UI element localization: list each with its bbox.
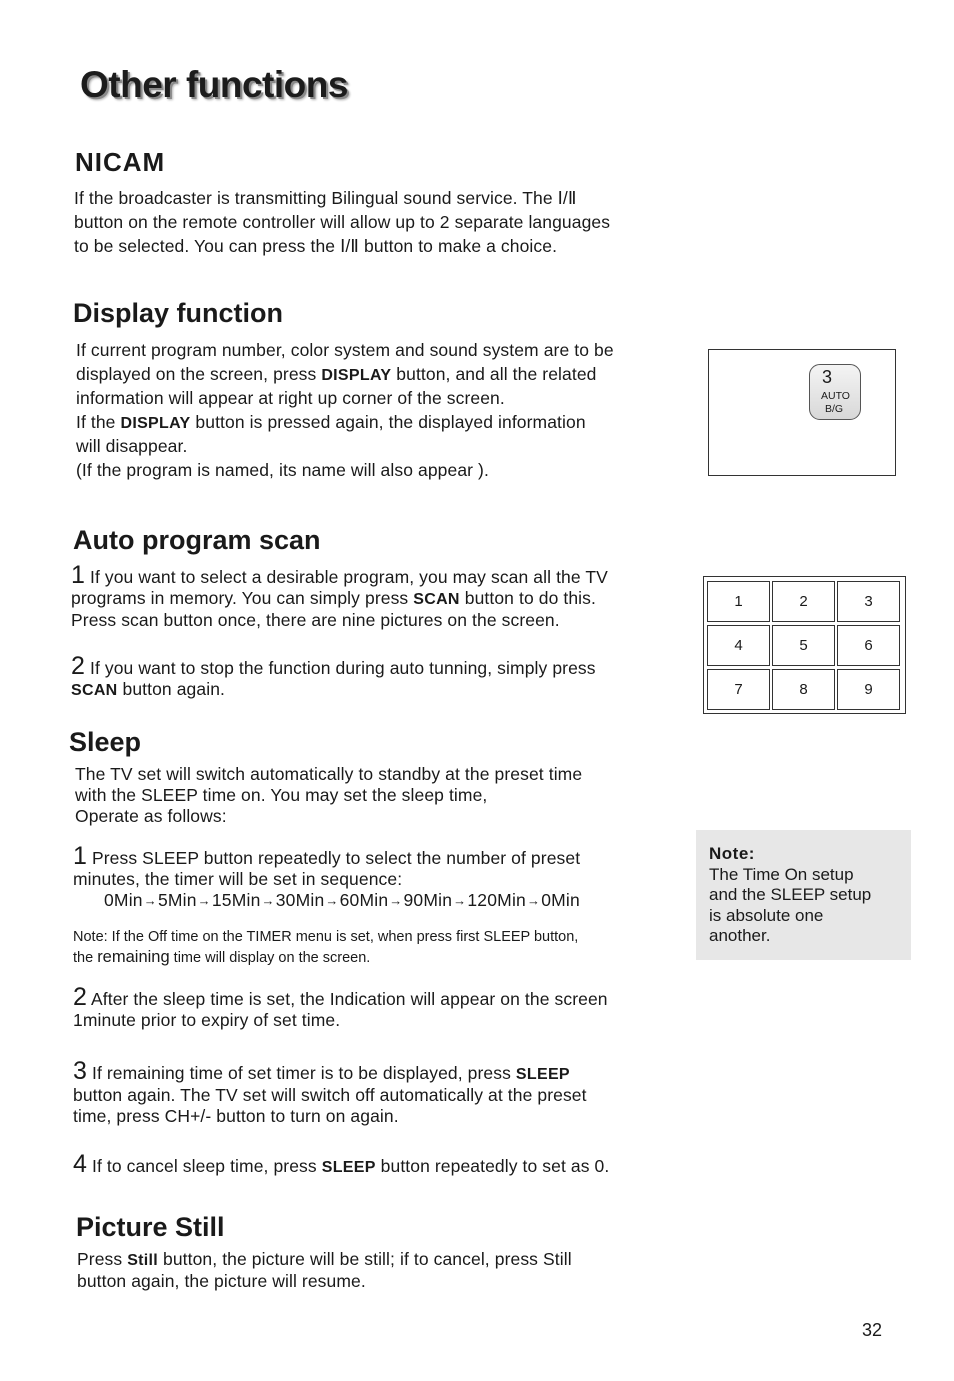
step-number: 1 [71, 561, 86, 589]
step-number: 4 [73, 1150, 88, 1178]
display-keyword: DISPLAY [321, 366, 392, 384]
step-number: 1 [73, 842, 88, 870]
sleep-keyword: SLEEP [515, 1066, 570, 1083]
nicam-line: button on the remote controller will allow up to 2 separate languages [74, 212, 611, 232]
sleep-heading: Sleep [69, 727, 142, 757]
sleep-sequence-value: 30Min [275, 890, 325, 910]
nicam-heading: NICAM [75, 147, 166, 177]
scan-keyword: SCAN [413, 591, 460, 608]
grid-cell: 8 [772, 669, 835, 710]
sleep-sequence-value: 15Min [211, 890, 261, 910]
osd-program-number: 3 [822, 367, 833, 387]
grid-cell: 7 [707, 669, 770, 710]
grid-cell: 9 [837, 669, 900, 710]
still-keyword: Still [127, 1252, 159, 1269]
display-line: (If the program is named, its name will also appear ). [76, 459, 489, 480]
side-note-title: Note: [709, 844, 755, 863]
display-line: If the DISPLAY button is pressed again, the displayed information [76, 411, 586, 432]
sleep-sequence-value: 5Min [157, 890, 197, 910]
nine-picture-grid-illustration [703, 576, 906, 714]
step-number: 3 [73, 1057, 88, 1085]
display-line: will disappear. [76, 436, 188, 457]
arrow-right-icon: → [197, 893, 211, 908]
grid-cell: 5 [772, 625, 835, 666]
side-note-text: Note: The Time On setup and the SLEEP setup is absolute one another. [709, 844, 872, 945]
display-line: displayed on the screen, press DISPLAY button, and all the related [76, 363, 597, 384]
auto-scan-heading: Auto program scan [73, 525, 321, 555]
grid-cell: 6 [837, 625, 900, 666]
display-heading: Display function [73, 298, 284, 328]
sleep-sequence-value: 0Min [104, 890, 143, 910]
step-number: 2 [73, 983, 88, 1011]
sleep-intro: The TV set will switch automatically to standby at the preset time with the SLEEP time on. You may set the sleep time, Operate as follows: [75, 764, 583, 826]
display-body [76, 339, 614, 483]
grid-cell: 4 [707, 625, 770, 666]
arrow-right-icon: → [526, 893, 541, 908]
osd-sound-system: B/G [825, 403, 844, 415]
osd-info-badge [809, 364, 861, 420]
display-line: If current program number, color system and sound system are to be [76, 340, 614, 360]
tv-screen-illustration [708, 349, 896, 476]
nicam-body [74, 186, 610, 258]
sleep-step-3: 3 If remaining time of set timer is to be displayed, press SLEEP button again. The TV set will switch off automatically at the preset time, press CH+/- button to turn on again. [73, 1057, 587, 1126]
sleep-sequence-value: 60Min [339, 890, 389, 910]
sleep-sequence-value: 90Min [403, 890, 453, 910]
sleep-sequence-value: 120Min [467, 890, 526, 910]
side-note-box [696, 830, 911, 960]
auto-scan-step-1: 1 If you want to select a desirable program, you may scan all the TV programs in memory. You can simply press SCAN button to do this. Press scan button once, there are nine pictures on the screen. [71, 561, 608, 630]
page-title: Other functions [80, 64, 348, 105]
sleep-sequence-value: 0Min [541, 890, 580, 910]
sleep-keyword: SLEEP [321, 1159, 376, 1176]
sleep-note: Note: If the Off time on the TIMER menu is set, when press first SLEEP button, the remaining time will display on the screen. [73, 929, 579, 966]
sleep-step-2: 2 After the sleep time is set, the Indication will appear on the screen 1minute prior to expiry of set time. [73, 983, 608, 1030]
picture-grid [707, 581, 900, 710]
auto-scan-step-2: 2 If you want to stop the function during auto tunning, simply press SCAN button again. [71, 652, 596, 699]
sleep-sequence [73, 890, 580, 912]
grid-cell: 2 [772, 581, 835, 622]
arrow-right-icon: → [143, 893, 157, 908]
grid-cell: 3 [837, 581, 900, 622]
arrow-right-icon: → [389, 893, 403, 908]
nicam-line: to be selected. You can press the Ⅰ/Ⅱ button to make a choice. [74, 236, 558, 256]
step-number: 2 [71, 652, 86, 680]
arrow-right-icon: → [453, 893, 467, 908]
scan-keyword: SCAN [71, 682, 118, 699]
picture-still-body: Press Still button, the picture will be still; if to cancel, press Still button again, the picture will resume. [77, 1249, 572, 1291]
display-line: information will appear at right up corner of the screen. [76, 388, 505, 409]
sleep-step-1: 1 Press SLEEP button repeatedly to select the number of preset minutes, the timer will be set in sequence: 0Min→5Min→15Min→30Min→60Min→90Min→120Min→0Min [73, 842, 581, 910]
nicam-line: If the broadcaster is transmitting Bilingual sound service. The Ⅰ/Ⅱ [74, 188, 577, 208]
arrow-right-icon: → [325, 893, 339, 908]
picture-still-heading: Picture Still [76, 1212, 225, 1242]
osd-color-system: AUTO [821, 390, 850, 402]
sleep-step-4: 4 If to cancel sleep time, press SLEEP button repeatedly to set as 0. [73, 1150, 610, 1178]
display-keyword: DISPLAY [120, 414, 191, 432]
page-number: 32 [862, 1320, 883, 1340]
grid-cell: 1 [707, 581, 770, 622]
arrow-right-icon: → [261, 893, 275, 908]
